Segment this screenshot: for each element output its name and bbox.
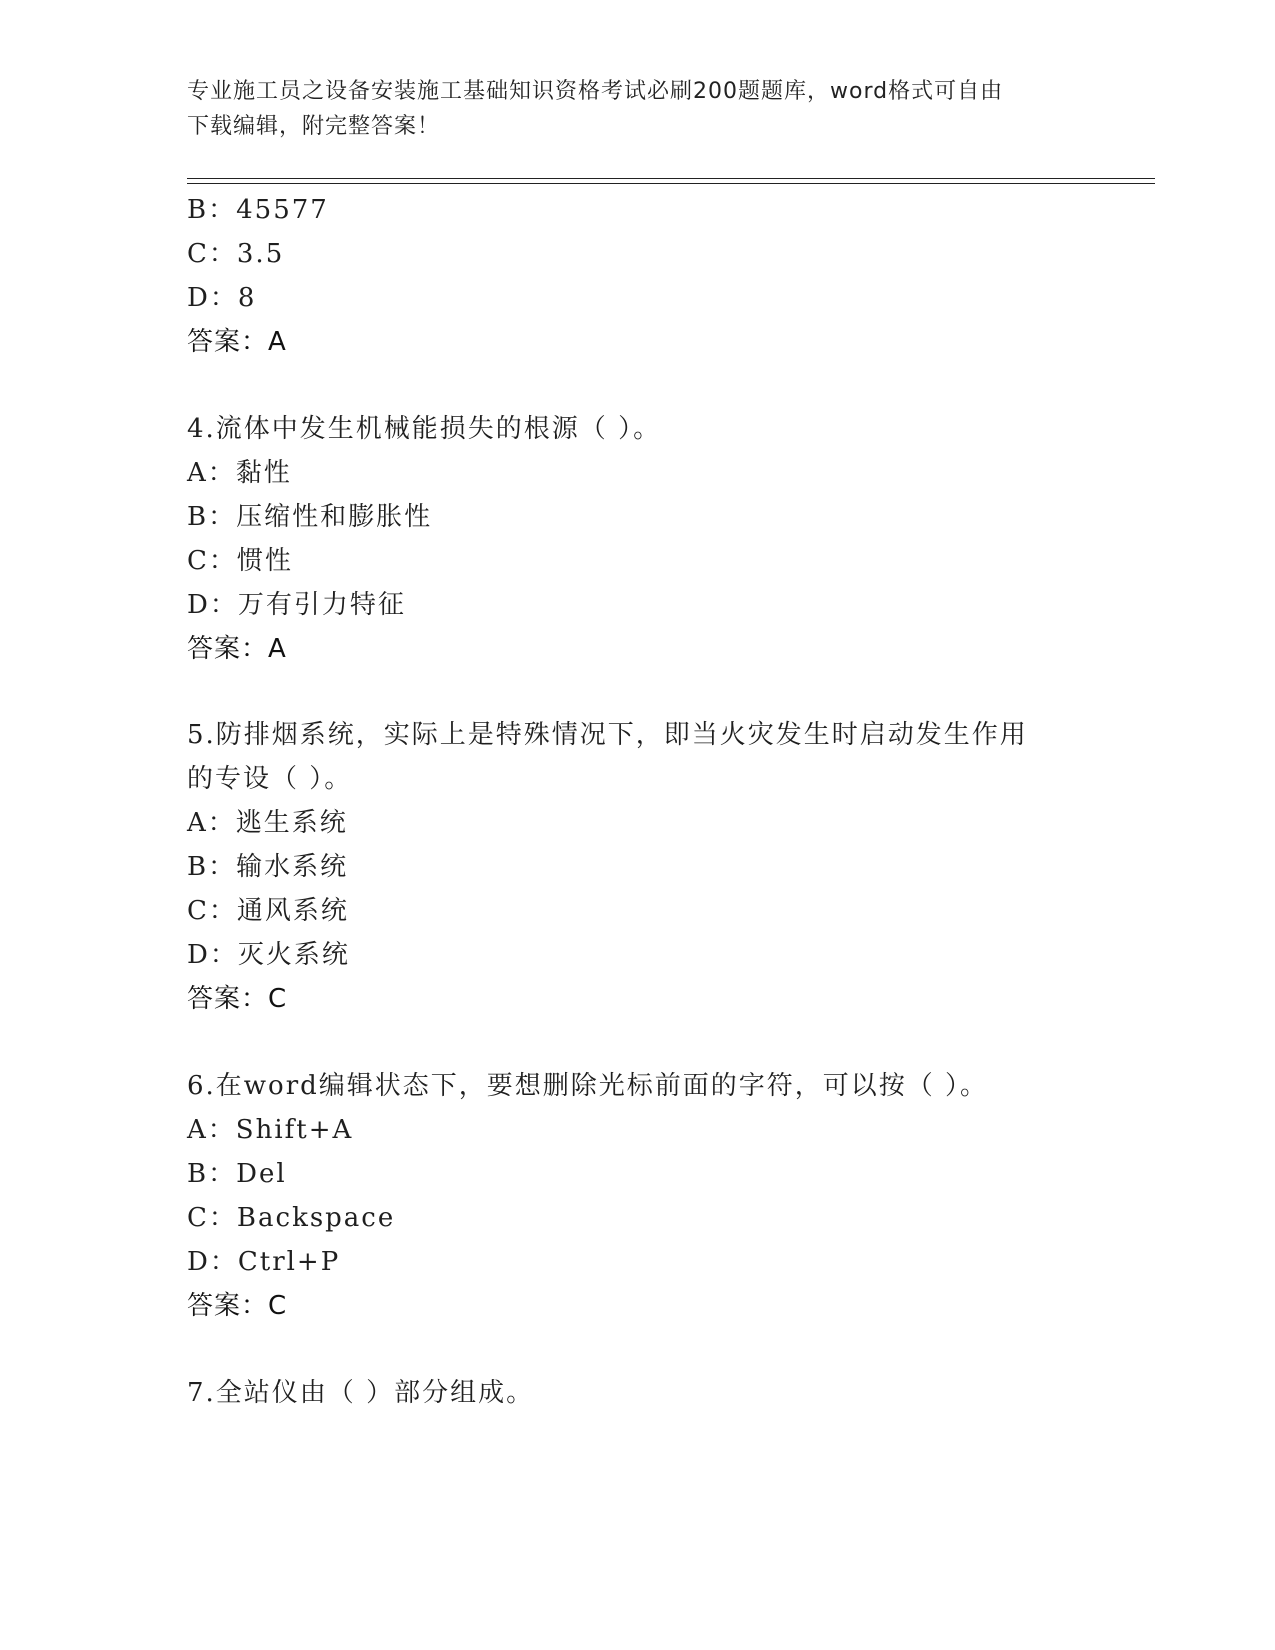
prev-option-d: D：8 (187, 283, 257, 313)
question-5-stem-line-2: 的专设（ ）。 (187, 764, 353, 794)
question-7-stem: 7.全站仪由（ ）部分组成。 (187, 1378, 535, 1408)
question-4-option-a: A：黏性 (187, 458, 292, 488)
header-line-2: 下载编辑，附完整答案！ (187, 114, 441, 139)
question-6-answer: 答案：C (187, 1291, 288, 1321)
question-5-option-d: D：灭火系统 (187, 940, 350, 970)
question-6-option-c: C：Backspace (187, 1203, 396, 1233)
question-6-option-a: A：Shift+A (187, 1115, 354, 1145)
question-6-option-d: D：Ctrl+P (187, 1247, 341, 1277)
question-5-option-a: A：逃生系统 (187, 808, 348, 838)
question-4-option-d: D：万有引力特征 (187, 590, 406, 620)
question-4-option-c: C：惯性 (187, 546, 293, 576)
question-5-option-c: C：通风系统 (187, 896, 349, 926)
question-4-option-b: B：压缩性和膨胀性 (187, 502, 433, 532)
prev-option-c: C：3.5 (187, 239, 285, 269)
question-6-stem: 6.在word编辑状态下，要想删除光标前面的字符，可以按（ ）。 (187, 1071, 989, 1101)
question-5-answer: 答案：C (187, 984, 288, 1014)
question-5-option-b: B：输水系统 (187, 852, 349, 882)
header-divider-bottom (187, 183, 1155, 184)
question-4-stem: 4.流体中发生机械能损失的根源（ ）。 (187, 414, 662, 444)
prev-option-b: B：45577 (187, 195, 329, 225)
header-line-1: 专业施工员之设备安装施工基础知识资格考试必刷200题题库，word格式可自由 (187, 79, 1004, 104)
prev-answer: 答案：A (187, 327, 287, 357)
question-5-stem-line-1: 5.防排烟系统，实际上是特殊情况下，即当火灾发生时启动发生作用 (187, 720, 1028, 750)
document-header (187, 74, 1067, 144)
question-6-option-b: B：Del (187, 1159, 287, 1189)
header-divider-top (187, 178, 1155, 179)
question-4-answer: 答案：A (187, 634, 287, 664)
